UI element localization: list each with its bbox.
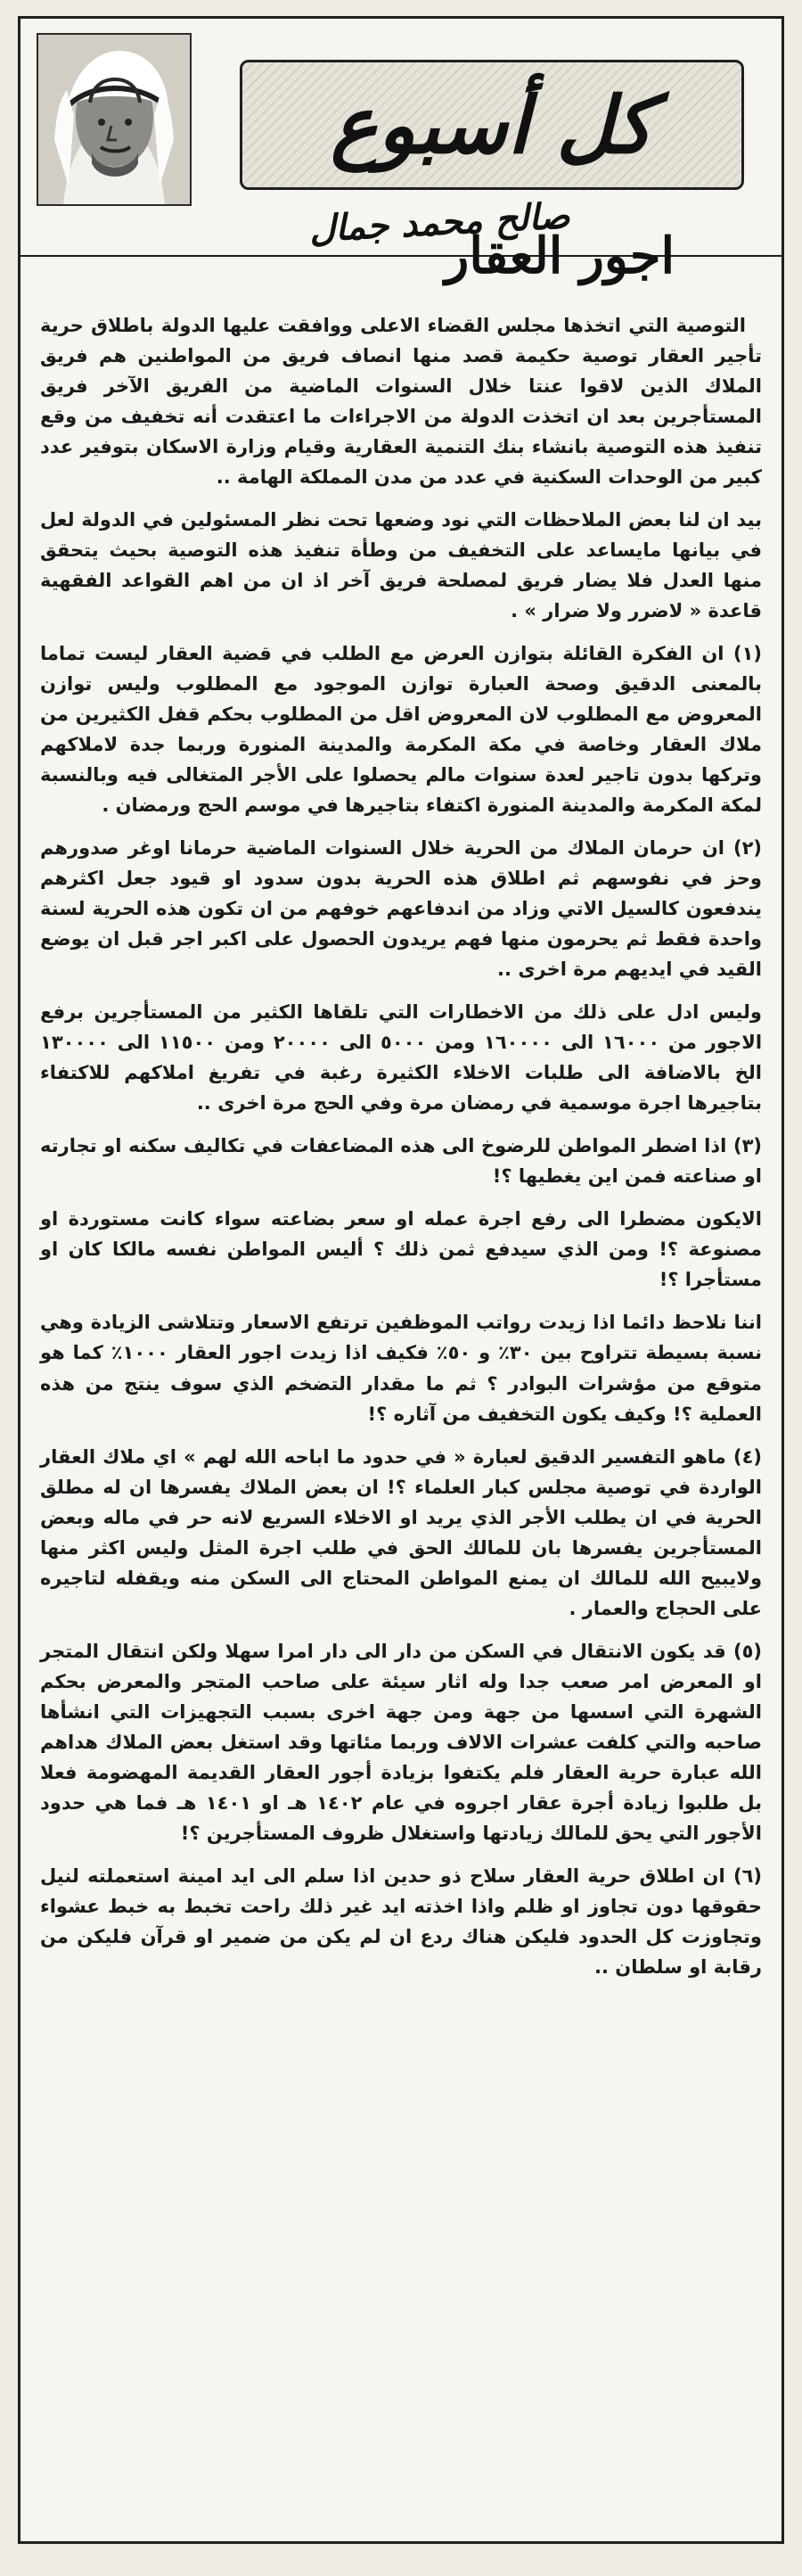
author-name: صالح محمد جمال: [307, 194, 571, 251]
article-paragraph-7: الايكون مضطرا الى رفع اجرة عمله او سعر بضاعته سواء كانت مستوردة او مصنوعة ؟! ومن الذي سيدفع ثمن ذلك ؟ أليس المواطن نفسه مالكا كان او مستأجرا ؟!: [40, 1208, 762, 1291]
article-paragraph-2: بيد ان لنا بعض الملاحظات التي نود وضعها تحت نظر المسئولين في الدولة لعل في بيانها مايساعد على التخفيف من وطأة تنفيذ هذه التوصية بحيث يتحقق منها العدل فلا يضار فريق لمصلحة فريق آخر اذ ان من اهم القواعد الفقهية قاعدة « لاضرر ولا ضرار » .: [40, 509, 762, 622]
article-paragraph-11: (٦) ان اطلاق حرية العقار سلاح ذو حدين اذا سلم الى ايد امينة استعملته لنيل حقوقها دون تجاوز او ظلم واذا اخذته ايد غير ذلك راحت تخبط به خبط عشواء وتجاوزت كل الحدود فليكن هناك ردع ان لم يكن من ضمير او قرآن فليكن من رقابة او سلطان ..: [40, 1864, 762, 1978]
article-body: [20, 257, 782, 1995]
column-banner: [240, 60, 744, 190]
column-name: كل أسبوع: [331, 78, 653, 171]
article-title: اجور العقار: [445, 226, 675, 285]
article-paragraph-1: التوصية التي اتخذها مجلس القضاء الاعلى ووافقت عليها الدولة باطلاق حرية تأجير العقار توصية حكيمة قصد منها انصاف فريق من المواطنين هم فريق الملاك الذين لاقوا عنتا خلال السنوات الماضية من الفريق الآخر فريق المستأجرين بعد ان اتخذت الدولة من الاجراءات ما اعتقدت أنه تخفيف من وقع تنفيذ هذه التوصية بانشاء بنك التنمية العقارية وقيام وزارة الاسكان بتوفير عدد كبير من الوحدات السكنية في عدد من مدن المملكة الهامة ..: [40, 315, 762, 489]
newspaper-column: [18, 16, 784, 2544]
author-portrait: [37, 33, 192, 206]
portrait-image: [38, 35, 190, 204]
article-paragraph-5: وليس ادل على ذلك من الاخطارات التي تلقاها الكثير من المستأجرين برفع الاجور من ١٦٠٠٠ الى ١٦٠٠٠٠ ومن ٥٠٠٠ الى ٢٠٠٠٠ ومن ١١٥٠٠ الى ١٣٠٠٠٠ الخ بالاضافة الى طلبات الاخلاء الكثيرة رغبة في تفريغ املاكهم للاكتفاء بتاجيرها اجرة موسمية في رمضان مرة وفي الحج مرة اخرى ..: [40, 1001, 763, 1115]
article-paragraph-4: (٢) ان حرمان الملاك من الحرية خلال السنوات الماضية حرمانا اوغر صدورهم وحز في نفوسهم ثم اطلاق هذه الحرية بدون سدود او قيود جعل اكثرهم يندفعون كالسيل الاتي وزاد من اندفاعهم خوفهم من ان تكون هذه الحرية لسنة واحدة فقط ثم يحرمون منها فهم يريدون الحصول على اكبر اجر قبل ان يوضع القيد في ايديهم مرة اخرى ..: [40, 837, 762, 981]
article-paragraph-9: (٤) ماهو التفسير الدقيق لعبارة « في حدود ما اباحه الله لهم » اي ملاك العقار الواردة في توصية مجلس كبار العلماء ؟! ان بعض الملاك يفسرها ان له مطلق الحرية في ان يطلب الأجر الذي يريد او الاخلاء السريع لانه حر في ماله وبعض المستأجرين يفسرها بان للمالك الحق في طلب اجرة المثل وليس اكثر منها ولايبيح الله للمالك ان يمنع المواطن المحتاج الى السكن منه ويقفله لتاجيره على الحجاج والعمار .: [40, 1445, 762, 1619]
article-paragraph-8: اننا نلاحظ دائما اذا زيدت رواتب الموظفين ترتفع الاسعار وتتلاشى الزيادة وهي نسبة بسيطة تتراوح بين ٣٠٪ و ٥٠٪ فكيف اذا زيدت اجور العقار ١٠٠٠٪ كما هو متوقع من مؤشرات البوادر ؟ ثم ما مقدار التضخم الذي سوف ينتج من هذه العملية ؟! وكيف يكون التخفيف من آثاره ؟!: [40, 1312, 762, 1425]
article-paragraph-10: (٥) قد يكون الانتقال في السكن من دار الى دار امرا سهلا ولكن انتقال المتجر او المعرض امر صعب جدا وله اثار سيئة على صاحب المتجر والمعرض بحكم الشهرة التي اسسها من جهة ومن جهة اخرى بسبب التجهيزات التي انشأها صاحبه والتي كلفت عشرات الالاف وربما مئاتها وقد استغل بعض الملاك هداهم الله عبارة حرية العقار فلم يكتفوا بزيادة أجور العقار القديمة المهضومة فعلا بل طلبوا زيادة أجرة عقار اجروه في عام ١٤٠٢ هـ او ١٤٠١ هـ فما هي حدود الأجور التي يحق للمالك زيادتها واستغلال ظروف المستأجرين ؟!: [40, 1640, 762, 1844]
article-paragraph-3: (١) ان الفكرة القائلة بتوازن العرض مع الطلب في قضية العقار ليست تماما بالمعنى الدقيق وصحة العبارة توازن الموجود مع المطلوب وليس توازن المعروض مع المطلوب لان المعروض اقل من المطلوب بحكم قفل الكثيرين من ملاك العقار وخاصة في مكة المكرمة والمدينة المنورة وربما جدة لاملاكهم وتركها بدون تاجير لعدة سنوات مالم يحصلوا على الأجر المتغالى فيه وبالنسبة لمكة المكرمة والمدينة المنورة اكتفاء بتاجيرها في موسم الحج ورمضان .: [40, 643, 762, 817]
article-paragraph-6: (٣) اذا اضطر المواطن للرضوخ الى هذه المضاعفات في تكاليف سكنه او تجارته او صناعته فمن اين يغطيها ؟!: [40, 1135, 762, 1188]
column-header: [20, 19, 782, 285]
